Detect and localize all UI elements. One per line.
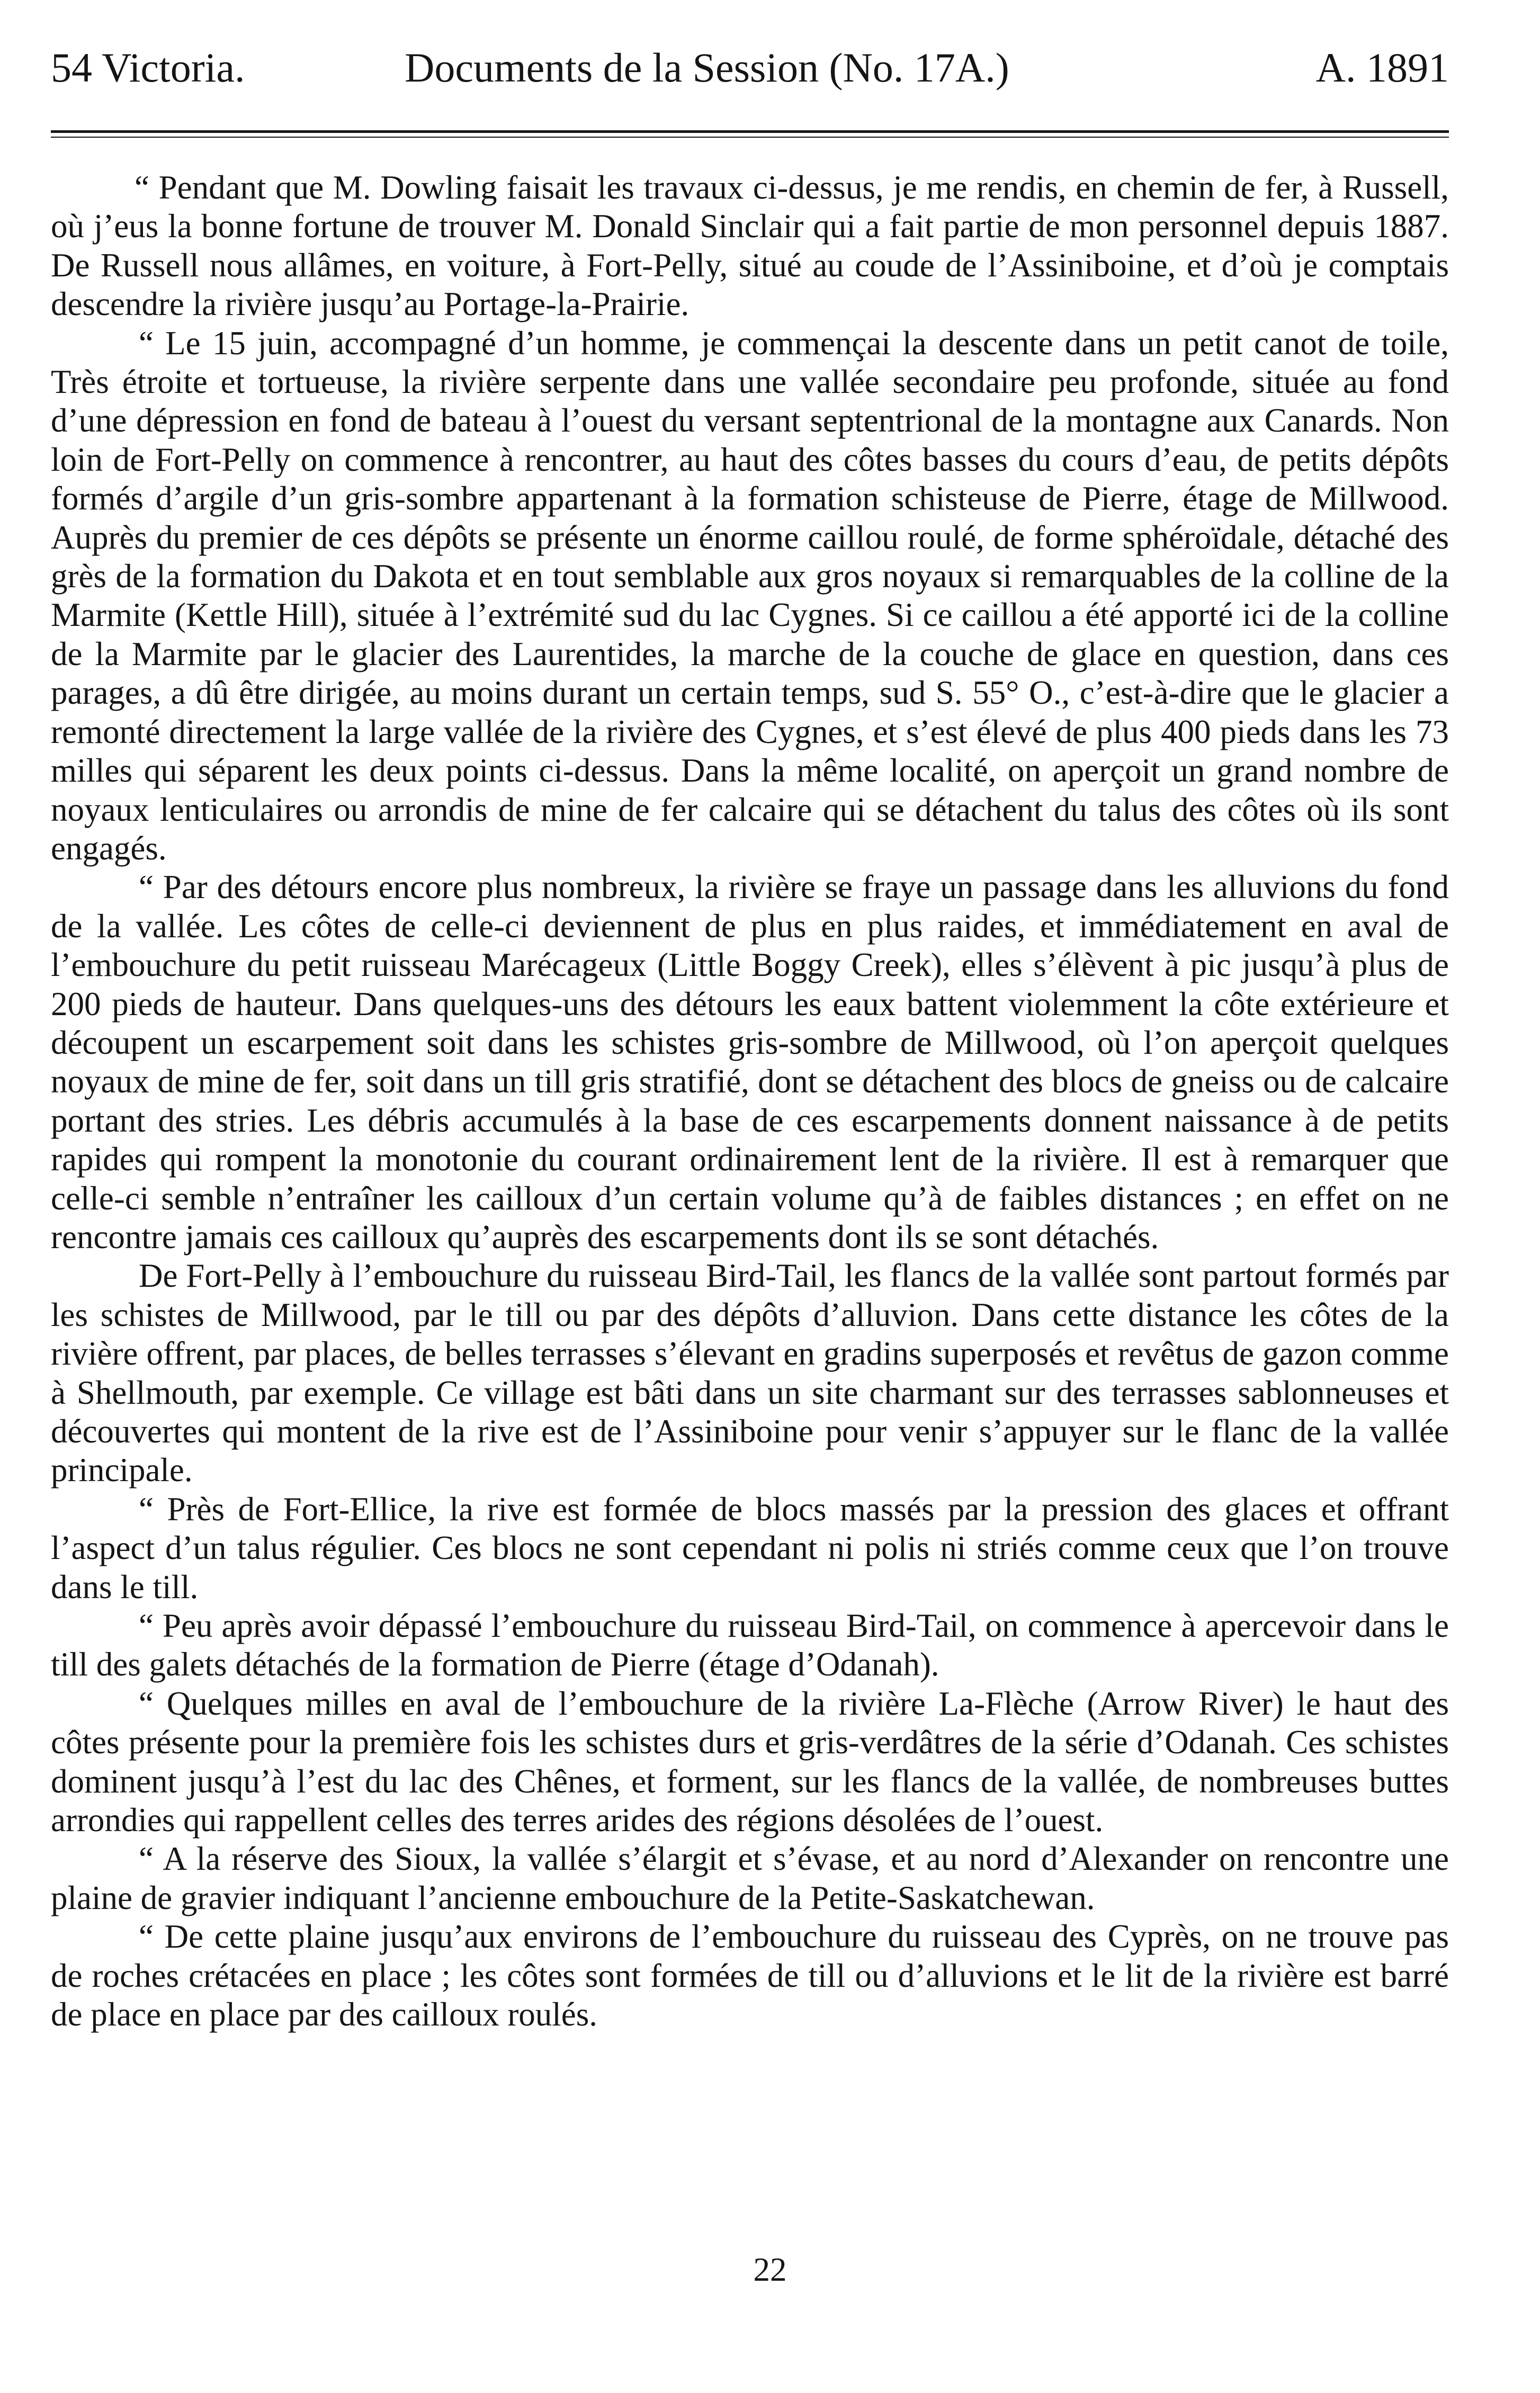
paragraph-dowling-russell: “ Pendant que M. Dowling faisait les travaux ci-dessus, je me rendis, en chemin de fer, à Russell, où j’eus la bonne fortune de trouver M. Donald Sinclair qui a fait partie de mon personnel depuis 1887. De Russell nous allâmes, en voiture, à Fort-Pelly, situé au coude de l’Assiniboine, et d’où je comptais descendre la rivière jusqu’au Portage-la-Prairie. <box>51 169 1449 323</box>
header-rule-thick <box>51 130 1449 133</box>
header-title: Documents de la Session (No. 17A.) <box>405 44 1009 91</box>
paragraph-bird-tail-galets: “ Peu après avoir dépassé l’embouchure du ruisseau Bird-Tail, on commence à apercevoir dans le till des galets détachés de la formation de Pierre (étage d’Odanah). <box>51 1607 1449 1683</box>
paragraph-fort-pelly-bird-tail: De Fort-Pelly à l’embouchure du ruisseau Bird-Tail, les flancs de la vallée sont partout formés par les schistes de Millwood, par le till ou par des dépôts d’alluvion. Dans cette distance les côtes de la rivière offrent, par places, de belles terrasses s’élevant en gradins superposés et revêtus de gazon comme à Shellmouth, par exemple. Ce village est bâti dans un site charmant sur des terrasses sablonneuses et découvertes qui montent de la rive est de l’Assiniboine pour venir s’appuyer sur le flanc de la vallée principale. <box>51 1257 1449 1489</box>
running-head <box>51 41 1449 94</box>
header-volume: 54 Victoria. <box>51 44 245 91</box>
paragraph-detours: “ Par des détours encore plus nombreux, la rivière se fraye un passage dans les alluvions du fond de la vallée. Les côtes de celle-ci deviennent de plus en plus raides, et immédiatement en aval de l’embouchure du petit ruisseau Marécageux (Little Boggy Creek), elles s’élèvent à pic jusqu’à plus de 200 pieds de hauteur. Dans quelques-uns des détours les eaux battent violemment la côte extérieure et découpent un escarpement soit dans les schistes gris-sombre de Millwood, où l’on aperçoit quelques noyaux de mine de fer, soit dans un till gris stratifié, dont se détachent des blocs de gneiss ou de calcaire portant des stries. Les débris accumulés à la base de ces escarpements donnent naissance à de petits rapides qui rompent la monotonie du courant ordinairement lent de la rivière. Il est à remarquer que celle-ci semble n’entraîner les cailloux d’un certain volume qu’à de faibles distances ; en effet on ne rencontre jamais ces cailloux qu’auprès des escarpements dont ils se sont détachés. <box>51 868 1449 1256</box>
paragraph-ruisseau-cypres: “ De cette plaine jusqu’aux environs de l’embouchure du ruisseau des Cyprès, on ne trouve pas de roches crétacées en place ; les côtes sont formées de till ou d’alluvions et le lit de la rivière est barré de place en place par des cailloux roulés. <box>51 1918 1449 2033</box>
page-number: 22 <box>753 2251 787 2288</box>
paragraph-la-fleche: “ Quelques milles en aval de l’embouchure de la rivière La-Flèche (Arrow River) le haut des côtes présente pour la première fois les schistes durs et gris-verdâtres de la série d’Odanah. Ces schistes dominent jusqu’à l’est du lac des Chênes, et forment, sur les flancs de la vallée, de nombreuses buttes arrondies qui rappellent celles des terres arides des régions désolées de l’ouest. <box>51 1684 1449 1839</box>
paragraph-reserve-sioux: “ A la réserve des Sioux, la vallée s’élargit et s’évase, et au nord d’Alexander on rencontre une plaine de gravier indiquant l’ancienne embouchure de la Petite-Saskatchewan. <box>51 1840 1449 1916</box>
paragraph-15-juin: “ Le 15 juin, accompagné d’un homme, je commençai la descente dans un petit canot de toile, Très étroite et tortueuse, la rivière serpente dans une vallée secondaire peu profonde, située au fond d’une dépression en fond de bateau à l’ouest du versant septentrional de la montagne aux Canards. Non loin de Fort-Pelly on commence à rencontrer, au haut des côtes basses du cours d’eau, de petits dépôts formés d’argile d’un gris-sombre appartenant à la formation schisteuse de Pierre, étage de Millwood. Auprès du premier de ces dépôts se présente un énorme caillou roulé, de forme sphéroïdale, détaché des grès de la formation du Dakota et en tout semblable aux gros noyaux si remarquables de la colline de la Marmite (Kettle Hill), située à l’extrémité sud du lac Cygnes. Si ce caillou a été apporté ici de la colline de la Marmite par le glacier des Laurentides, la marche de la couche de glace en question, dans ces parages, a dû être dirigée, au moins durant un certain temps, sud S. 55° O., c’est-à-dire que le glacier a remonté directement la large vallée de la rivière des Cygnes, et s’est élevé de plus 400 pieds dans les 73 milles qui séparent les deux points ci-dessus. Dans la même localité, on aperçoit un grand nombre de noyaux lenticulaires ou arrondis de mine de fer calcaire qui se détachent du talus des côtes où ils sont engagés. <box>51 324 1449 867</box>
body-text <box>51 168 1449 2035</box>
header-rule-thin <box>51 137 1449 138</box>
header-year: A. 1891 <box>1315 44 1449 91</box>
paragraph-fort-ellice: “ Près de Fort-Ellice, la rive est formée de blocs massés par la pression des glaces et offrant l’aspect d’un talus régulier. Ces blocs ne sont cependant ni polis ni striés comme ceux que l’on trouve dans le till. <box>51 1490 1449 1606</box>
